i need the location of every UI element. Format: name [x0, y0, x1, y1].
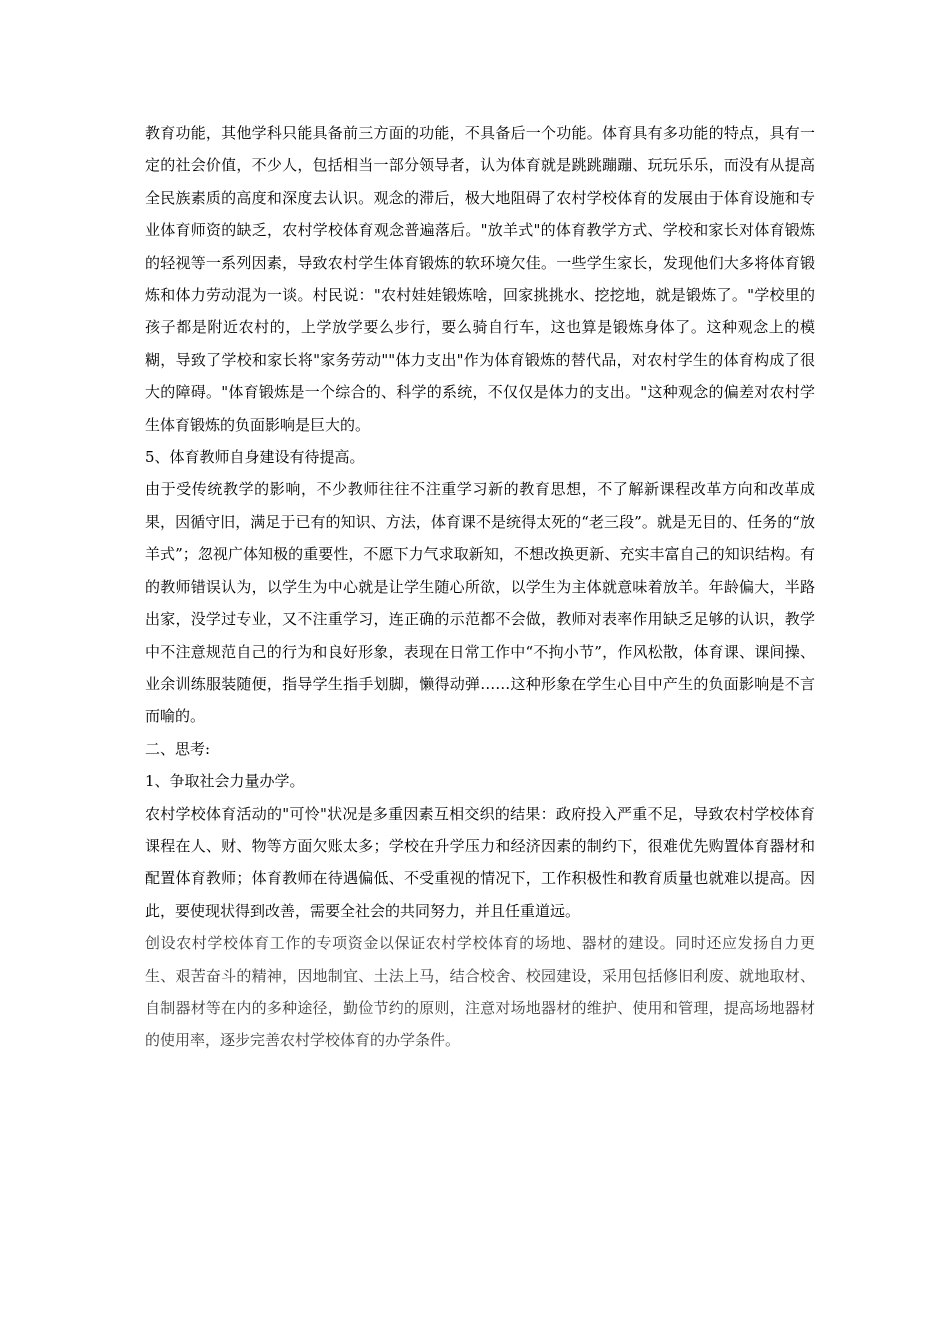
paragraph-special-funds: 创设农村学校体育工作的专项资金以保证农村学校体育的场地、器材的建设。同时还应发扬自力更生、艰苦奋斗的精神，因地制宜、土法上马，结合校舍、校园建设，采用包括修旧利废、就地取材、自制器材等在内的多种途径，勤俭节约的原则，注意对场地器材的维护、使用和管理，提高场地器材的使用率，逐步完善农村学校体育的办学条件。: [145, 934, 815, 1050]
section-heading-social-funding: 1、争取社会力量办学。: [145, 772, 305, 791]
paragraph-teacher-issues: 由于受传统教学的影响，不少教师往往不注重学习新的教育思想，不了解新课程改革方向和改革成果，因循守旧，满足于已有的知识、方法，体育课不是统得太死的“老三段”。就是无目的、任务的“放羊式”；忽视广体知极的重要性，不愿下力气求取新知，不想改换更新、充实丰富自己的知识结构。有的教师错误认为，以学生为中心就是让学生随心所欲，以学生为主体就意味着放羊。年龄偏大，半路出家，没学过专业，又不注重学习，连正确的示范都不会做，教师对表率作用缺乏足够的认识，教学中不注意规范自己的行为和良好形象，表现在日常工作中“不拘小节”，作风松散，体育课、课间操、业余训练服装随便，指导学生指手划脚，懒得动弹……这种形象在学生心目中产生的负面影响是不言而喻的。: [145, 480, 815, 726]
document-body: [145, 117, 815, 1057]
paragraph-causes: 农村学校体育活动的"可怜"状况是多重因素互相交织的结果：政府投入严重不足，导致农村学校体育课程在人、财、物等方面欠账太多；学校在升学压力和经济因素的制约下，很难优先购置体育器材和配置体育教师；体育教师在待遇偏低、不受重视的情况下，工作积极性和教育质量也就难以提高。因此，要使现状得到改善，需要全社会的共同努力，并且任重道远。: [145, 804, 815, 920]
section-heading-reflections: 二、思考:: [145, 739, 211, 758]
section-heading-teacher-development: 5、体育教师自身建设有待提高。: [145, 448, 365, 467]
paragraph-physical-education-concepts: 教育功能，其他学科只能具备前三方面的功能，不具备后一个功能。体育具有多功能的特点，具有一定的社会价值，不少人，包括相当一部分领导者，认为体育就是跳跳蹦蹦、玩玩乐乐，而没有从提高全民族素质的高度和深度去认识。观念的滞后，极大地阻碍了农村学校体育的发展由于体育设施和专业体育师资的缺乏，农村学校体育观念普遍落后。"放羊式"的体育教学方式、学校和家长对体育锻炼的轻视等一系列因素，导致农村学生体育锻炼的软环境欠佳。一些学生家长，发现他们大多将体育锻炼和体力劳动混为一谈。村民说："农村娃娃锻炼啥，回家挑挑水、挖挖地，就是锻炼了。"学校里的孩子都是附近农村的，上学放学要么步行，要么骑自行车，这也算是锻炼身体了。这种观念上的模糊，导致了学校和家长将"家务劳动""体力支出"作为体育锻炼的替代品，对农村学生的体育构成了很大的障碍。"体育锻炼是一个综合的、科学的系统，不仅仅是体力的支出。"这种观念的偏差对农村学生体育锻炼的负面影响是巨大的。: [145, 124, 815, 434]
